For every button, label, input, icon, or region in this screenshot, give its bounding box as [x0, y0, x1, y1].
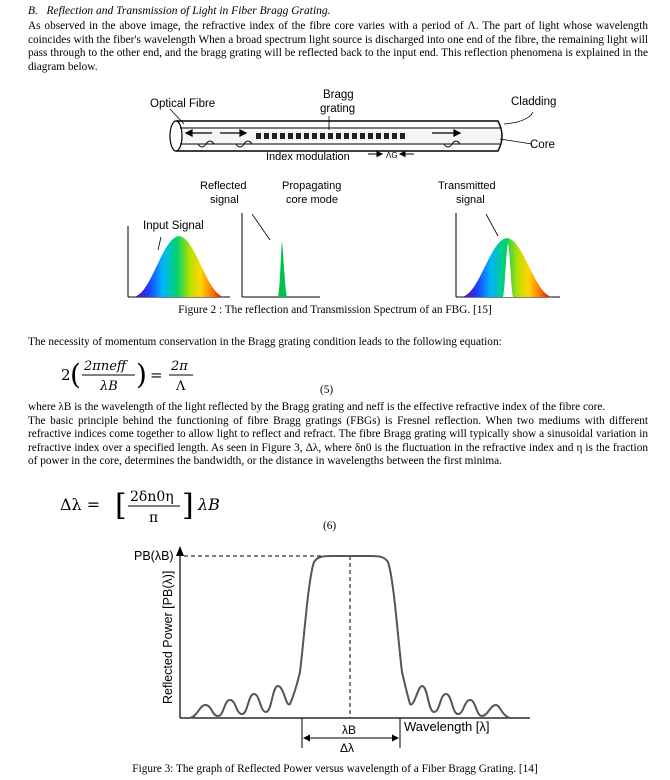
- eq5-open-paren: (: [70, 358, 81, 391]
- section-number: B.: [28, 5, 38, 17]
- paragraph-principle: The basic principle behind the functioning of fibre Bragg gratings (FBGs) is Fresnel reflection. When two mediums with different refractive indices come together to allow light to reflect and refract. The fibre Bragg grating will typically show a sinusoidal variation in refractive index over a specified length. As seen in Figure 3, Δλ, where δn0 is the fluctuation in the refractive index and η is the fraction of power in the core, determines the bandwidth, or the distance in wavelengths between the first minima.: [28, 414, 648, 468]
- delta-lambda-label: Δλ: [340, 741, 355, 755]
- peak-label: PB(λB): [134, 549, 174, 563]
- reflected-spectrum-panel: [242, 213, 320, 297]
- eq6-denominator: π: [149, 510, 159, 526]
- label-propagating-2: core mode: [286, 194, 338, 206]
- eq5-denominator: λB: [100, 379, 118, 394]
- y-axis-arrow: [176, 546, 184, 556]
- paragraph-momentum: The necessity of momentum conservation in the Bragg grating condition leads to the following equation:: [28, 336, 502, 348]
- paragraph-intro: As observed in the above image, the refractive index of the fibre core varies with a period of Λ. The part of light whose wavelength coincides with the fiber's wavelength When a broad spectrum light source is discharged into one end of the fibre, the remaining light will pass through to the other end, and the bragg grating will be reflected back to the input end. This reflection phenomena is explained in the diagram below.: [28, 20, 648, 73]
- label-input-signal: Input Signal: [143, 220, 204, 232]
- paragraph-where-line1: where λB is the wavelength of the light reflected by the Bragg grating and neff is the effective refractive index of the fibre core.: [28, 401, 606, 413]
- eq5-rhs-denominator: Λ: [176, 379, 186, 394]
- section-title: Reflection and Transmission of Light in Fiber Bragg Grating.: [46, 5, 331, 17]
- figure-3-caption: Figure 3: The graph of Reflected Power versus wavelength of a Fiber Bragg Grating. [14]: [132, 763, 538, 775]
- label-reflected-2: signal: [210, 194, 239, 206]
- eq5-close-paren: ): [136, 358, 147, 391]
- eq6-open-bracket: [: [115, 488, 127, 523]
- bandwidth-arrow-right-head: [392, 735, 399, 742]
- equation-6-number: (6): [323, 520, 337, 532]
- eq5-equals: =: [150, 366, 163, 384]
- eq5-rhs-numerator: 2π: [171, 359, 188, 374]
- eq5-coefficient: 2: [61, 366, 71, 384]
- y-axis-label: Reflected Power [PB(λ)]: [161, 570, 175, 704]
- figure-3-reflected-power-graph: [0, 540, 670, 760]
- eq6-close-bracket: ]: [182, 488, 194, 523]
- paragraph-where: [28, 401, 648, 469]
- label-bragg-grating-2: grating: [320, 103, 356, 115]
- label-core: Core: [530, 139, 555, 151]
- label-reflected-1: Reflected: [200, 180, 247, 192]
- label-optical-fibre: Optical Fibre: [150, 98, 216, 110]
- input-spectrum-panel: [128, 226, 230, 297]
- eq6-numerator: 2δn0η: [130, 489, 174, 505]
- equation-5-number: (5): [320, 384, 334, 396]
- label-propagating-1: Propagating: [282, 180, 342, 192]
- section-heading: [28, 5, 331, 17]
- label-transmitted-2: signal: [456, 194, 485, 206]
- eq6-rhs: λB: [198, 495, 220, 514]
- transmitted-spectrum-panel: [456, 213, 560, 297]
- label-transmitted-1: Transmitted: [438, 180, 496, 192]
- bandwidth-arrow-left-head: [303, 735, 310, 742]
- lambda-b-label: λB: [342, 723, 357, 737]
- equation-6: [58, 482, 238, 528]
- eq5-numerator: 2πneff: [84, 359, 127, 374]
- label-bragg-grating-1: Bragg: [323, 89, 354, 101]
- figure-2-caption: Figure 2 : The reflection and Transmission Spectrum of an FBG. [15]: [178, 304, 492, 316]
- x-axis-label: Wavelength [λ]: [404, 719, 490, 734]
- label-index-modulation: Index modulation: [266, 151, 350, 163]
- equation-5: [55, 350, 215, 400]
- label-cladding: Cladding: [511, 96, 557, 108]
- figure-2-fbg-diagram: [0, 84, 670, 300]
- eq6-lhs: Δλ =: [60, 495, 101, 514]
- label-lambda-g: ΛG: [386, 151, 398, 160]
